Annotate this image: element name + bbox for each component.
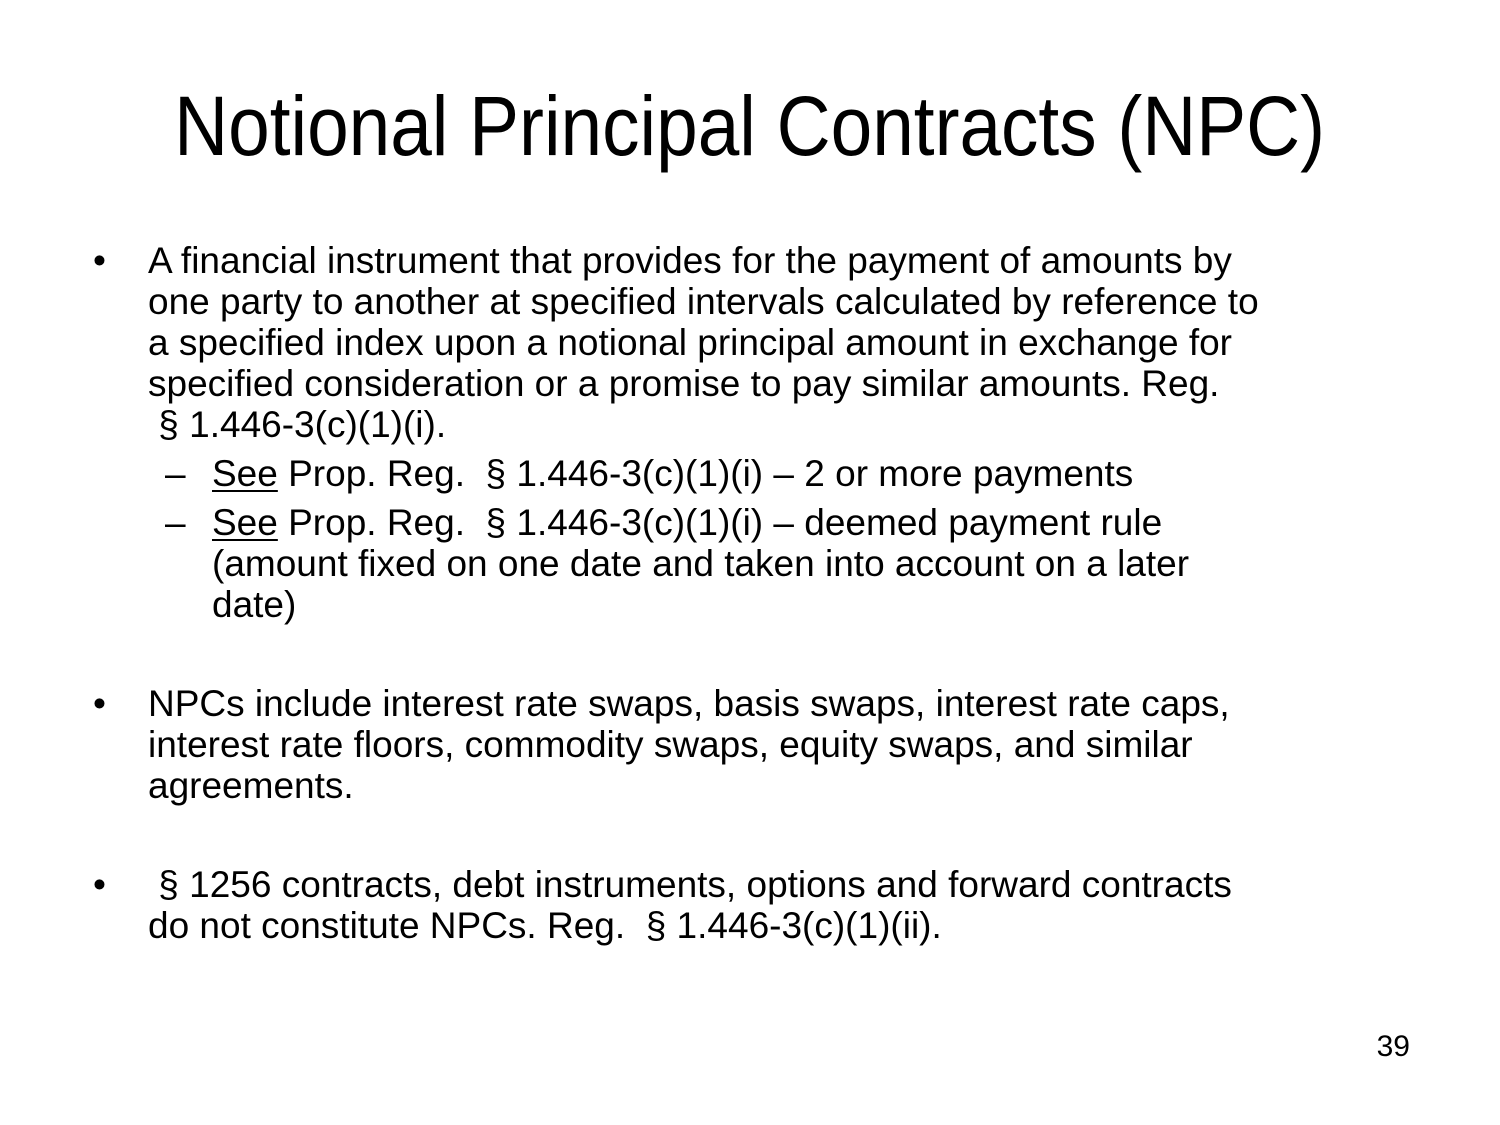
bullet-text: [212, 502, 1189, 625]
bullet-marker-dot: •: [93, 683, 106, 724]
text-line: specified consideration or a promise to pay similar amounts. Reg.: [148, 363, 1220, 404]
text-line: interest rate floors, commodity swaps, equity swaps, and similar: [148, 724, 1193, 765]
bullet-item: [93, 240, 1440, 445]
bullet-item: [93, 683, 1440, 806]
text-line: See Prop. Reg. § 1.446-3(c)(1)(i) – 2 or more payments: [212, 453, 1134, 494]
text-line: (amount fixed on one date and taken into account on a later: [212, 543, 1190, 584]
text-line: date): [212, 584, 297, 625]
bullet-marker-dash: –: [165, 502, 186, 543]
slide-title-text: Notional Principal Contracts (NPC): [174, 79, 1326, 173]
text-line: a specified index upon a notional principal amount in exchange for: [148, 322, 1233, 363]
bullet-list: [93, 240, 1440, 946]
bullet-item: [93, 864, 1440, 946]
bullet-marker-dot: •: [93, 240, 106, 281]
text-line: A financial instrument that provides for the payment of amounts by: [148, 240, 1232, 281]
text-line: NPCs include interest rate swaps, basis swaps, interest rate caps,: [148, 683, 1230, 724]
bullet-text: [148, 683, 1230, 806]
text-line: § 1256 contracts, debt instruments, options and forward contracts: [148, 864, 1232, 905]
text-line: § 1.446-3(c)(1)(i).: [148, 404, 447, 445]
text-line: See Prop. Reg. § 1.446-3(c)(1)(i) – deemed payment rule: [212, 502, 1163, 543]
bullet-text: [148, 240, 1259, 445]
slide-title: [0, 79, 1500, 173]
sub-bullet-item: [93, 453, 1440, 494]
page-number: 39: [1376, 1030, 1410, 1063]
text-line: agreements.: [148, 765, 354, 806]
text-line: one party to another at specified intervals calculated by reference to: [148, 281, 1259, 322]
bullet-text: [212, 453, 1133, 494]
bullet-marker-dash: –: [165, 453, 186, 494]
sub-bullet-item: [93, 502, 1440, 625]
text-line: do not constitute NPCs. Reg. § 1.446-3(c)(1)(ii).: [148, 905, 942, 946]
bullet-marker-dot: •: [93, 864, 106, 905]
bullet-text: [148, 864, 1232, 946]
